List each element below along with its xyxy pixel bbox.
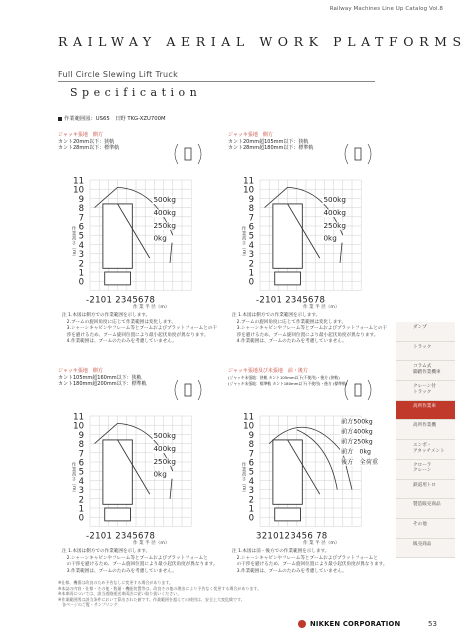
y-tick-label: 0 [78,513,84,524]
sidebar-item[interactable]: 販売商品 [396,539,455,559]
y-tick-label: 3 [248,486,254,497]
y-tick-label: 7 [248,213,254,224]
y-tick-label: 11 [243,176,254,187]
work-range-text: 作業範囲図：US65 日野 TKG-XZU700M [64,116,166,122]
note-line: の干渉を避けるため、ブーム旋回位置により最小起伏角度が異なります。 [232,562,388,568]
panel-title: ジャッキ張地 側方 [228,132,273,138]
panel-title: ジャッキ張地 側方 [58,132,103,138]
sidebar-item[interactable]: 高所作業機 [396,420,455,440]
y-tick-label: 5 [248,467,254,478]
slew-arc-icon [198,144,201,164]
y-tick-label: 5 [78,231,84,242]
company-logo-icon [298,620,306,628]
sidebar-item[interactable]: ダンプ [396,322,455,342]
y-tick-label: 9 [78,430,84,441]
y-tick-label: 5 [78,467,84,478]
x-tick-labels: 3210123456 78 [256,531,328,542]
y-tick-label: 7 [78,213,84,224]
note-line: 注 1.本図は側方での作業範囲を示します。 [62,313,151,318]
y-tick-label: 1 [78,504,84,515]
y-tick-label: 4 [248,476,254,487]
note-line: 注 1.本図は側方での作業範囲を示します。 [62,549,151,554]
load-label: 後方 全荷重 [340,458,379,466]
y-tick-label: 5 [248,231,254,242]
y-axis-label: 作業高さ（m） [241,462,246,496]
y-tick-label: 6 [248,222,254,233]
panel-condition-1: (ジャッキ未張地：狭軌 カント105mm以下(不使用)・後方 (狭軌) [228,374,340,380]
y-tick-label: 8 [78,440,84,451]
sidebar-item[interactable]: その他 [396,519,455,539]
x-tick-labels: -2101 2345678 [256,295,326,306]
panel-condition-1: カント20mm超105mm以下：狭軌 [228,138,309,145]
work-range-panel-2 [228,132,393,322]
catalog-header: Railway Machines Line Up Catalog Vol.8 [329,6,443,12]
y-tick-label: 0 [248,277,254,288]
y-tick-label: 1 [248,268,254,279]
sidebar-item[interactable]: 製造販売商品 [396,499,455,519]
y-axis-label: 作業高さ（m） [241,226,246,260]
note-line: 渉を避けるため、ブーム旋回位置により最小起伏角度が異なります。 [62,332,209,338]
y-tick-label: 4 [248,240,254,251]
vehicle-outline [103,204,132,268]
load-label: 500kg [153,431,176,441]
note-line: 3.シャーシキャビンやフレーム等とブームおよびプラットフォームとの干 [62,326,218,332]
y-tick-label: 10 [73,185,84,196]
slew-arc-icon [198,380,201,400]
y-tick-label: 3 [78,250,84,261]
page-title: RAILWAY AERIAL WORK PLATFORMS [58,34,467,49]
x-axis-label: 作 業 半 径（m） [133,541,170,546]
panel-title: ジャッキ張地及び未張地 前・後方 [228,368,308,374]
work-range-diagram [228,368,393,542]
y-tick-label: 0 [78,277,84,288]
panel-condition-1: カント20mm以下：狭軌 [58,138,115,145]
section-heading: Specification [70,86,202,99]
load-label: 400kg [323,207,346,217]
sidebar-item[interactable]: トラック [396,342,455,362]
load-label: 前方 0kg [340,448,371,456]
panel-1-notes [62,313,217,346]
y-axis-label: 作業高さ（m） [71,226,76,260]
load-label: 前方250kg [340,438,373,446]
title-divider [58,81,375,82]
slew-arc-icon [368,144,371,164]
note-line: 2.ブームの旋回角度に応じて作業範囲は変化します。 [232,319,347,325]
load-label: 250kg [323,220,346,230]
load-label: 250kg [153,220,176,230]
y-tick-label: 6 [78,222,84,233]
x-axis-label: 作 業 半 径（m） [133,305,170,310]
sidebar-item[interactable]: ユンボ・ アタッチメント [396,440,455,460]
panel-condition-2: カント180mm超200mm以下：標準軌 [58,381,147,387]
y-tick-label: 0 [248,513,254,524]
footer-notes [58,580,261,608]
work-range-panel-1 [58,132,223,322]
footer-note: 各ページのご覧・サンプリング [58,602,118,608]
vehicle-orientation-icon [185,148,191,160]
y-axis-label: 作業高さ（m） [71,462,76,496]
panel-condition-2: カント28mm超180mm以下：標準軌 [228,145,314,151]
note-line: の干渉を避けるため、ブーム旋回位置により最小起伏角度が異なります。 [62,562,218,568]
y-tick-label: 2 [78,495,84,506]
y-tick-label: 11 [73,412,84,423]
note-line: 2.シャーシキャビンやフレーム等とブームおよびプラットフォームと [62,555,208,561]
slew-arc-icon [368,380,371,400]
load-label: 400kg [153,443,176,453]
sidebar-item[interactable]: 高所作業車 [396,401,455,421]
note-line: 注 1.本図は側方での作業範囲を示します。 [232,313,321,318]
note-line: 4.作業範囲は、ブームのたわみを考慮していません。 [62,339,177,345]
panel-condition-1: カント105mm超160mm以下：狭軌 [58,374,142,381]
x-axis-label: 作 業 半 径（m） [303,305,340,310]
x-tick-labels: -2101 2345678 [86,295,156,306]
footer-note: ※仕様、機番は改良のため予告なしに変更する場合があります。 [58,580,174,585]
y-tick-label: 8 [248,204,254,215]
work-range-panel-3 [58,368,223,558]
panel-4-notes [232,549,388,575]
company-logo: NIKKEN CORPORATION [310,620,401,628]
sidebar-item[interactable]: クローラ クレーン [396,460,455,480]
note-line: 3.作業範囲は、ブームのたわみを考慮していません。 [62,568,177,574]
bullet-square-icon [58,117,62,121]
work-range-caption [58,114,166,122]
page-number: 53 [428,620,437,628]
y-tick-label: 11 [73,176,84,187]
note-line: 渉を避けるため、ブーム旋回位置により最小起伏角度が異なります。 [232,332,379,338]
slew-arc-icon [345,380,348,400]
y-tick-label: 8 [248,440,254,451]
x-axis-label: 作 業 半 径（m） [303,541,340,546]
y-tick-label: 1 [248,504,254,515]
sidebar-item[interactable]: コラム式 脚踏作業機車 [396,361,455,381]
y-tick-label: 2 [78,259,84,270]
work-range-diagram [58,368,223,542]
load-label: 0kg [153,469,167,479]
panel-condition-2: (ジャッキ未張地：標準軌 カント180mm以下(不使用)・後方 (標準軌) [228,381,348,386]
work-range-diagram [58,132,223,306]
load-label: 0kg [153,233,167,243]
x-tick-labels: -2101 2345678 [86,531,156,542]
y-tick-label: 9 [78,194,84,205]
y-tick-label: 10 [243,421,254,432]
sidebar-item[interactable]: クレーン付 トラック [396,381,455,401]
panel-condition-2: カント28mm以下：標準軌 [58,145,120,151]
load-label: 前方500kg [340,418,373,426]
y-tick-label: 6 [78,458,84,469]
panel-title: ジャッキ張地 側方 [58,368,103,374]
work-range-diagram [228,132,393,306]
y-tick-label: 3 [78,486,84,497]
y-tick-label: 1 [78,268,84,279]
y-tick-label: 3 [248,250,254,261]
page-subtitle: Full Circle Slewing Lift Truck [58,70,179,79]
y-tick-label: 4 [78,476,84,487]
panel-2-notes [232,313,387,346]
note-line: 3.作業範囲は、ブームのたわみを考慮していません。 [232,568,347,574]
note-line: 4.作業範囲は、ブームのたわみを考慮していません。 [232,339,347,345]
y-tick-label: 2 [248,495,254,506]
y-tick-label: 6 [248,458,254,469]
y-tick-label: 11 [243,412,254,423]
footer-note: ※本車両については、該当道路運送車両法に従い取り扱いください。 [58,591,182,597]
footer-note: ※本誌の内容・仕様・その他・数量・機能装置等は、改良その他の理由により予告なく変更する場合があります。 [58,585,262,591]
y-tick-label: 7 [248,449,254,460]
note-line: 2.ブームの旋回角度に応じて作業範囲は変化します。 [62,319,177,325]
category-sidebar [396,322,455,558]
vehicle-outline [103,440,132,504]
y-tick-label: 2 [248,259,254,270]
load-label: 0kg [323,233,337,243]
note-line: 注 1.本図は前・後方での作業範囲を示します。 [232,549,330,554]
load-label: 500kg [323,195,346,205]
vehicle-base [105,272,131,285]
y-tick-label: 8 [78,204,84,215]
footer-note: ※作業範囲図は該当条件において算出された値です。作業範囲を超えての使用は、安全上大変危険です。 [58,596,245,602]
load-label: 400kg [153,207,176,217]
slew-arc-icon [175,144,178,164]
vehicle-base [105,508,131,521]
vehicle-outline [273,440,302,504]
y-tick-label: 9 [248,194,254,205]
work-range-panel-4 [228,368,393,558]
vehicle-orientation-icon [355,148,361,160]
vehicle-outline [273,204,302,268]
vehicle-base [275,508,301,521]
note-line: 2.シャーシキャビンやフレーム等とブームおよびプラットフォームと [232,555,378,561]
vehicle-orientation-icon [355,384,361,396]
y-tick-label: 10 [243,185,254,196]
y-tick-label: 9 [248,430,254,441]
load-label: 250kg [153,456,176,466]
vehicle-orientation-icon [185,384,191,396]
vehicle-base [275,272,301,285]
load-label: 前方400kg [340,428,373,436]
slew-arc-icon [345,144,348,164]
slew-arc-icon [175,380,178,400]
sidebar-item[interactable]: 鉄道用トロ [396,480,455,500]
panel-3-notes [62,549,218,575]
y-tick-label: 4 [78,240,84,251]
load-label: 500kg [153,195,176,205]
note-line: 3.シャーシキャビンやフレーム等とブームおよびプラットフォームとの干 [232,326,388,332]
y-tick-label: 10 [73,421,84,432]
y-tick-label: 7 [78,449,84,460]
